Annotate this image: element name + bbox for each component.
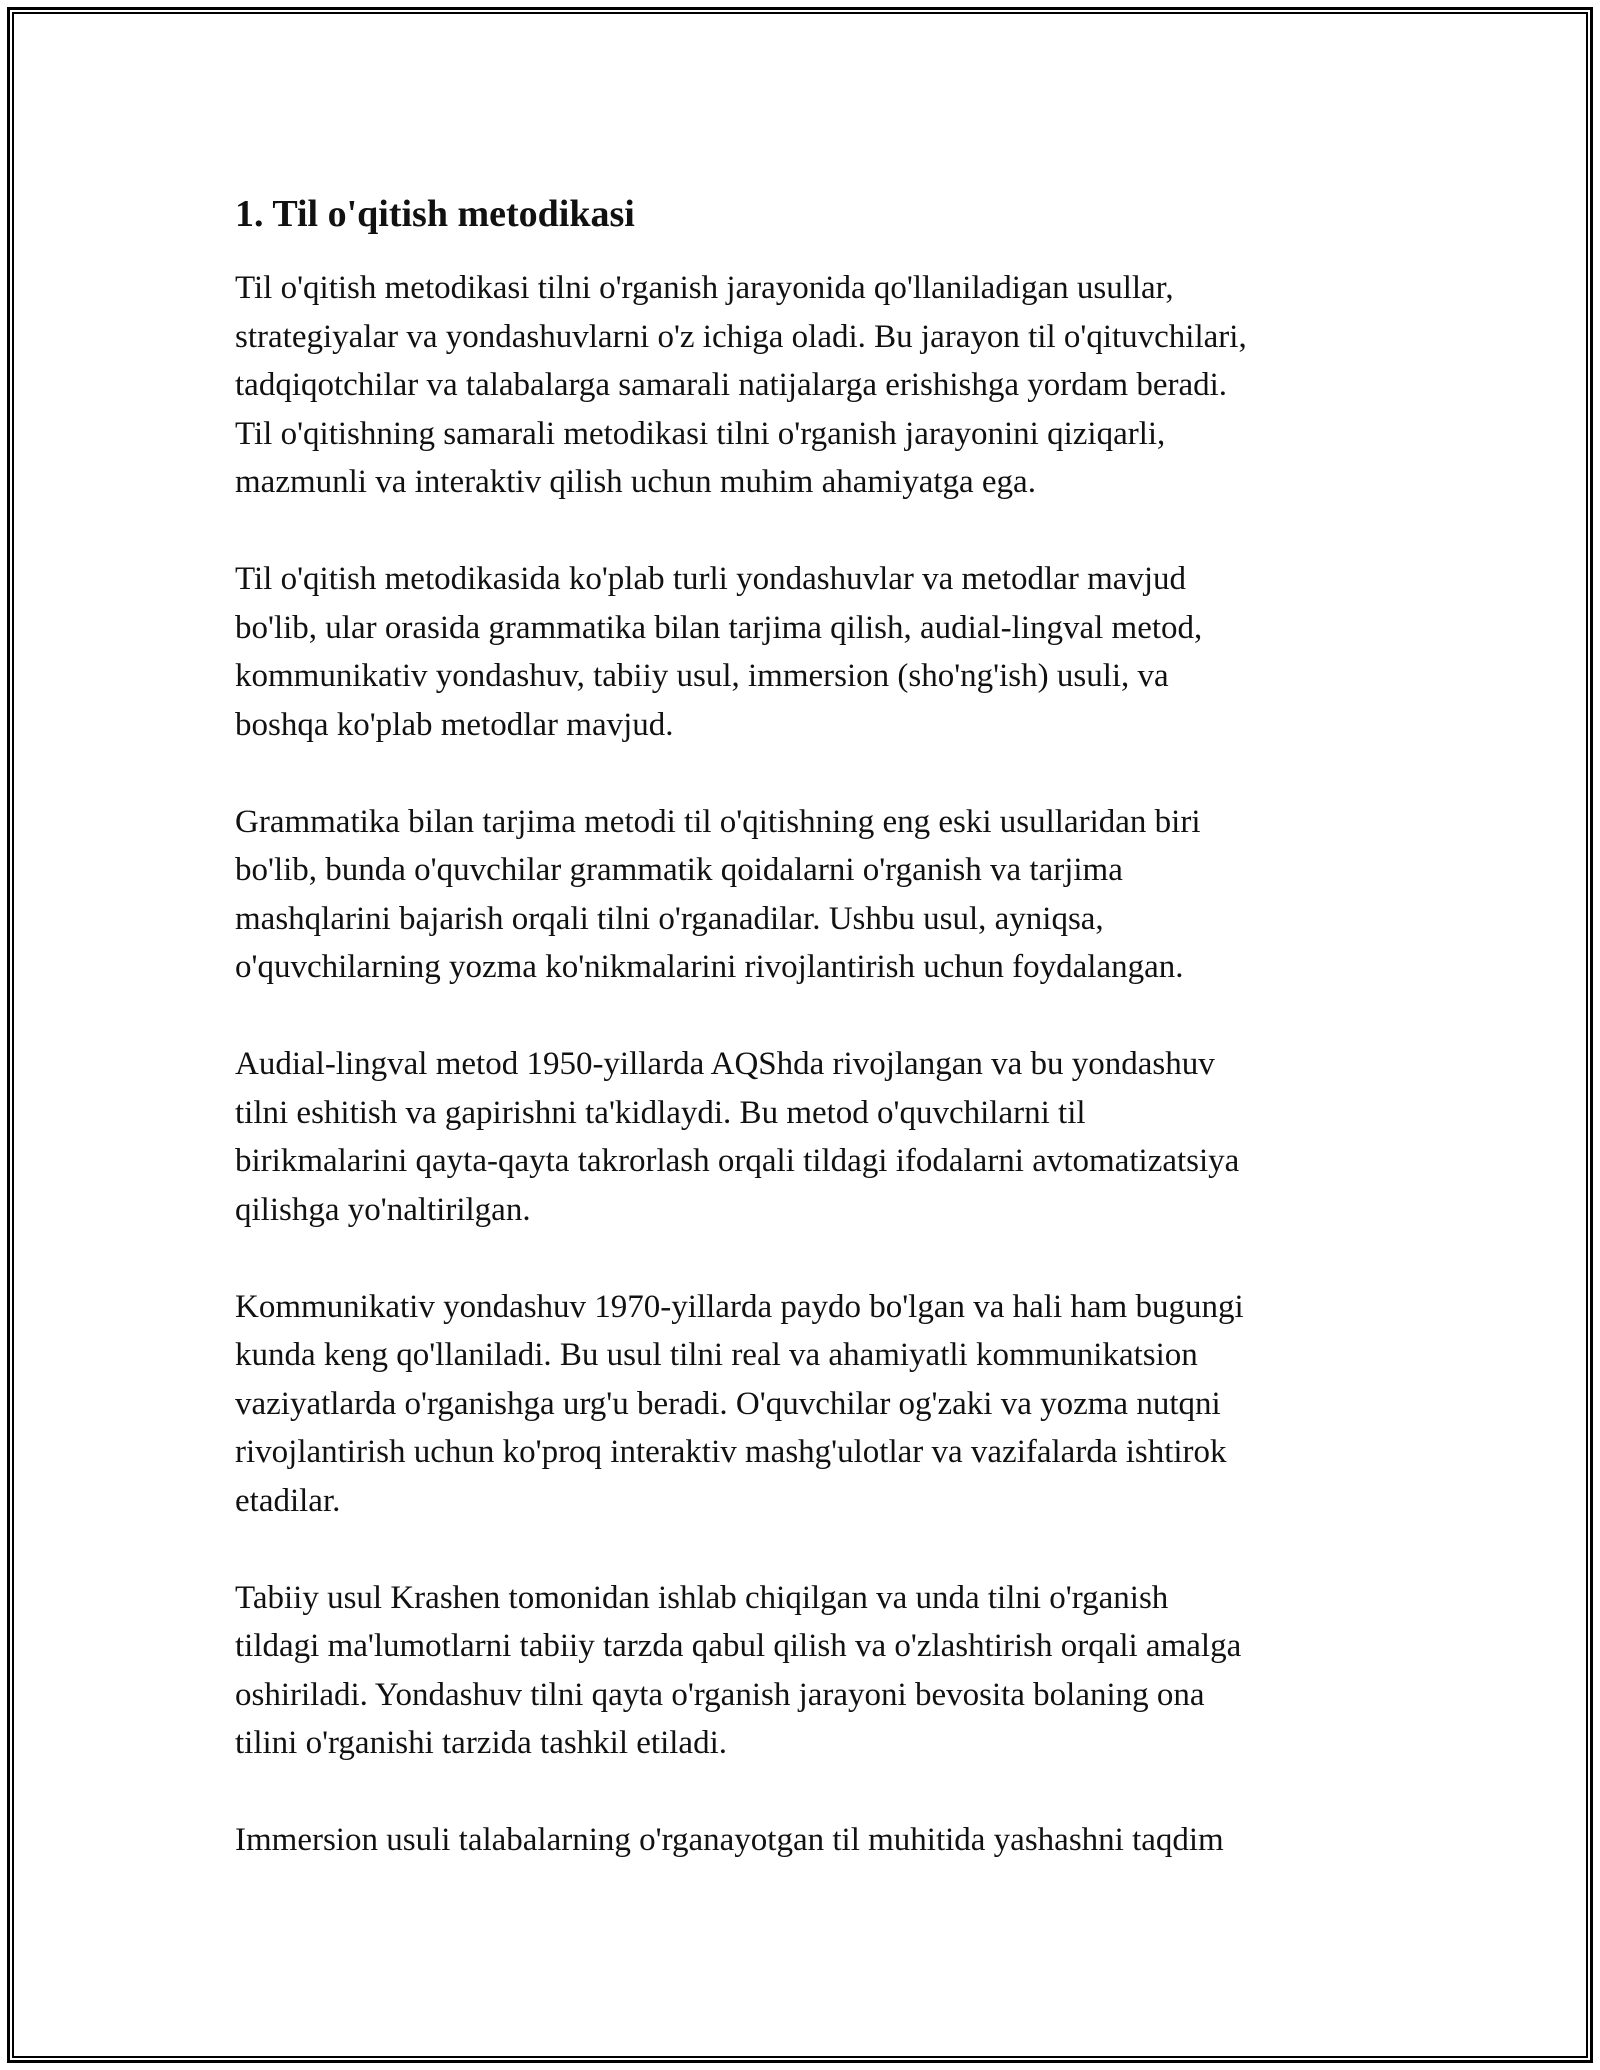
text-line: boshqa ko'plab metodlar mavjud. — [235, 706, 674, 743]
text-line: Audial-lingval metod 1950-yillarda AQShda rivojlangan va bu yondashuv — [235, 1046, 1215, 1082]
text-line: etadilar. — [235, 1482, 341, 1519]
text-line: bo'lib, ular orasida grammatika bilan tarjima qilish, audial-lingval metod, — [235, 609, 1203, 646]
paragraph-natural-method — [235, 1574, 1375, 1768]
text-line: Til o'qitishning samarali metodikasi tilni o'rganish jarayonini qiziqarli, — [235, 415, 1166, 452]
text-line: tildagi ma'lumotlarni tabiiy tarzda qabul qilish va o'zlashtirish orqali amalga — [235, 1628, 1242, 1664]
document-body — [235, 190, 1375, 1913]
text-line: mazmunli va interaktiv qilish uchun muhim ahamiyatga ega. — [235, 464, 1036, 500]
text-line: Immersion usuli talabalarning o'rganayotgan til muhitida yashashni taqdim — [235, 1822, 1224, 1858]
text-line: strategiyalar va yondashuvlarni o'z ichiga oladi. Bu jarayon til o'qituvchilari, — [235, 318, 1247, 355]
paragraph-communicative — [235, 1283, 1375, 1526]
text-line: vaziyatlarda o'rganishga urg'u beradi. O'quvchilar og'zaki va yozma nutqni — [235, 1385, 1221, 1422]
paragraph-audio-lingual — [235, 1040, 1375, 1234]
text-line: qilishga yo'naltirilgan. — [235, 1191, 531, 1228]
text-line: kunda keng qo'llaniladi. Bu usul tilni real va ahamiyatli kommunikatsion — [235, 1337, 1198, 1373]
text-line: Grammatika bilan tarjima metodi til o'qitishning eng eski usullaridan biri — [235, 803, 1201, 840]
text-line: mashqlarini bajarish orqali tilni o'rganadilar. Ushbu usul, ayniqsa, — [235, 900, 1104, 937]
text-line: Kommunikativ yondashuv 1970-yillarda paydo bo'lgan va hali ham bugungi — [235, 1288, 1244, 1325]
paragraph-intro — [235, 264, 1375, 507]
text-line: Tabiiy usul Krashen tomonidan ishlab chiqilgan va unda tilni o'rganish — [235, 1579, 1169, 1616]
text-line: Til o'qitish metodikasida ko'plab turli yondashuvlar va metodlar mavjud — [235, 561, 1187, 597]
text-line: o'quvchilarning yozma ko'nikmalarini rivojlantirish uchun foydalangan. — [235, 949, 1184, 985]
text-line: oshiriladi. Yondashuv tilni qayta o'rganish jarayoni bevosita bolaning ona — [235, 1676, 1205, 1713]
text-line: kommunikativ yondashuv, tabiiy usul, immersion (sho'ng'ish) usuli, va — [235, 658, 1169, 694]
section-heading: 1. Til o'qitish metodikasi — [235, 193, 635, 235]
text-line: tilini o'rganishi tarzida tashkil etiladi. — [235, 1725, 727, 1761]
text-line: bo'lib, bunda o'quvchilar grammatik qoidalarni o'rganish va tarjima — [235, 852, 1123, 888]
text-line: rivojlantirish uchun ko'proq interaktiv mashg'ulotlar va vazifalarda ishtirok — [235, 1434, 1227, 1470]
paragraph-immersion — [235, 1816, 1375, 1865]
text-line: tilni eshitish va gapirishni ta'kidlaydi. Bu metod o'quvchilarni til — [235, 1094, 1086, 1131]
text-line: Til o'qitish metodikasi tilni o'rganish jarayonida qo'llaniladigan usullar, — [235, 270, 1174, 306]
paragraph-approaches — [235, 555, 1375, 749]
text-line: tadqiqotchilar va talabalarga samarali natijalarga erishishga yordam beradi. — [235, 367, 1228, 403]
text-line: birikmalarini qayta-qayta takrorlash orqali tildagi ifodalarni avtomatizatsiya — [235, 1143, 1240, 1179]
paragraph-grammar-translation — [235, 798, 1375, 992]
